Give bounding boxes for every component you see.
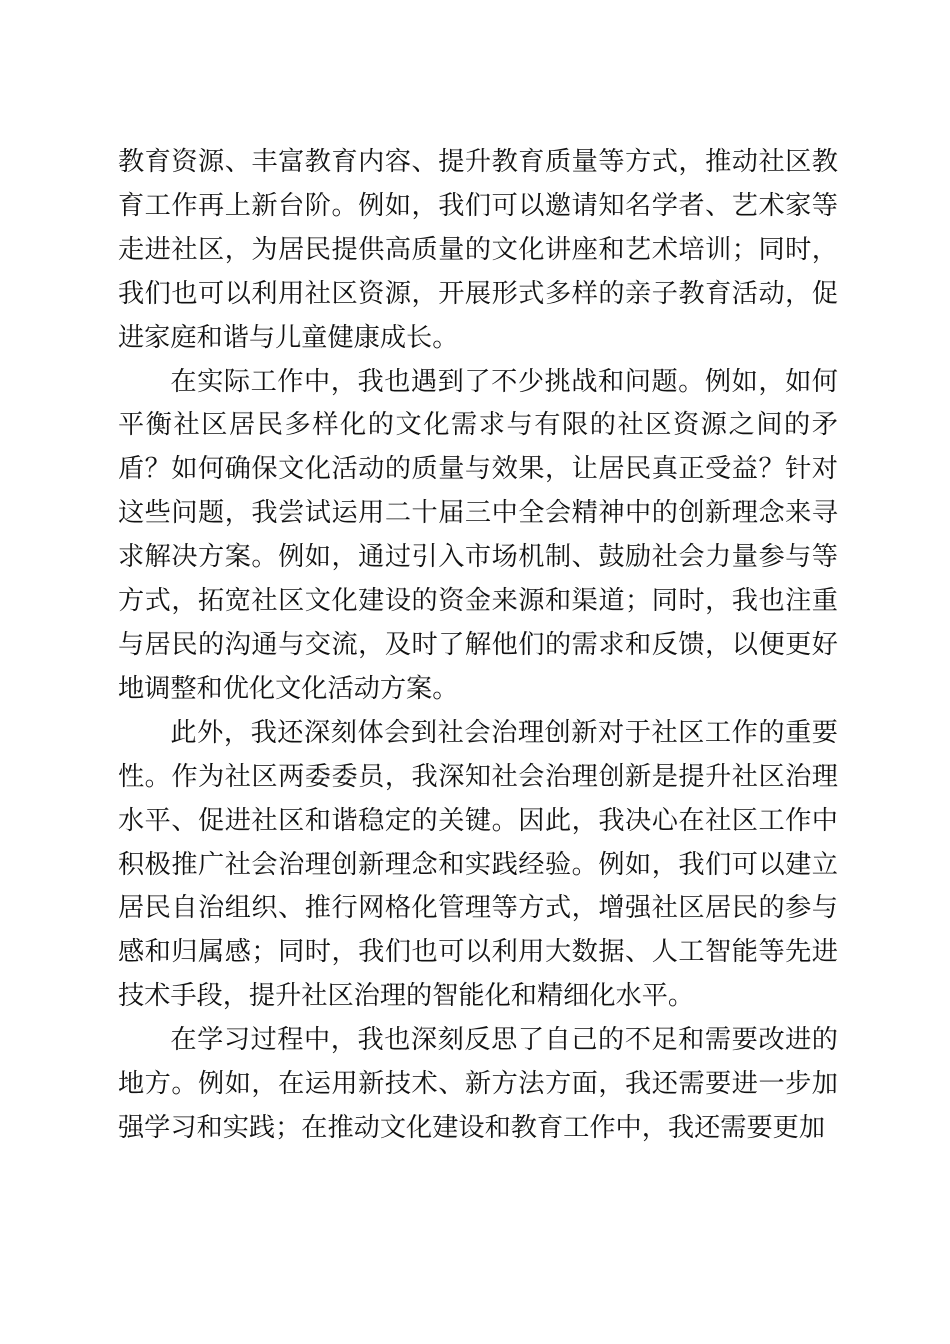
- paragraph-self-reflection: 在学习过程中，我也深刻反思了自己的不足和需要改进的地方。例如，在运用新技术、新方法方面，我还需要进一步加强学习和实践；在推动文化建设和教育工作中，我还需要更加: [118, 1025, 838, 1143]
- document-body: [118, 141, 838, 1151]
- paragraph-governance-innovation: 此外，我还深刻体会到社会治理创新对于社区工作的重要性。作为社区两委委员，我深知社会治理创新是提升社区治理水平、促进社区和谐稳定的关键。因此，我决心在社区工作中积极推广社会治理创新理念和实践经验。例如，我们可以建立居民自治组织、推行网格化管理等方式，增强社区居民的参与感和归属感；同时，我们也可以利用大数据、人工智能等先进技术手段，提升社区治理的智能化和精细化水平。: [118, 717, 838, 1012]
- paragraph-education-resources: 教育资源、丰富教育内容、提升教育质量等方式，推动社区教育工作再上新台阶。例如，我们可以邀请知名学者、艺术家等走进社区，为居民提供高质量的文化讲座和艺术培训；同时，我们也可以利用社区资源，开展形式多样的亲子教育活动，促进家庭和谐与儿童健康成长。: [118, 147, 838, 353]
- paragraph-challenges: 在实际工作中，我也遇到了不少挑战和问题。例如，如何平衡社区居民多样化的文化需求与有限的社区资源之间的矛盾？如何确保文化活动的质量与效果，让居民真正受益？针对这些问题，我尝试运用二十届三中全会精神中的创新理念来寻求解决方案。例如，通过引入市场机制、鼓励社会力量参与等方式，拓宽社区文化建设的资金来源和渠道；同时，我也注重与居民的沟通与交流，及时了解他们的需求和反馈，以便更好地调整和优化文化活动方案。: [118, 366, 838, 704]
